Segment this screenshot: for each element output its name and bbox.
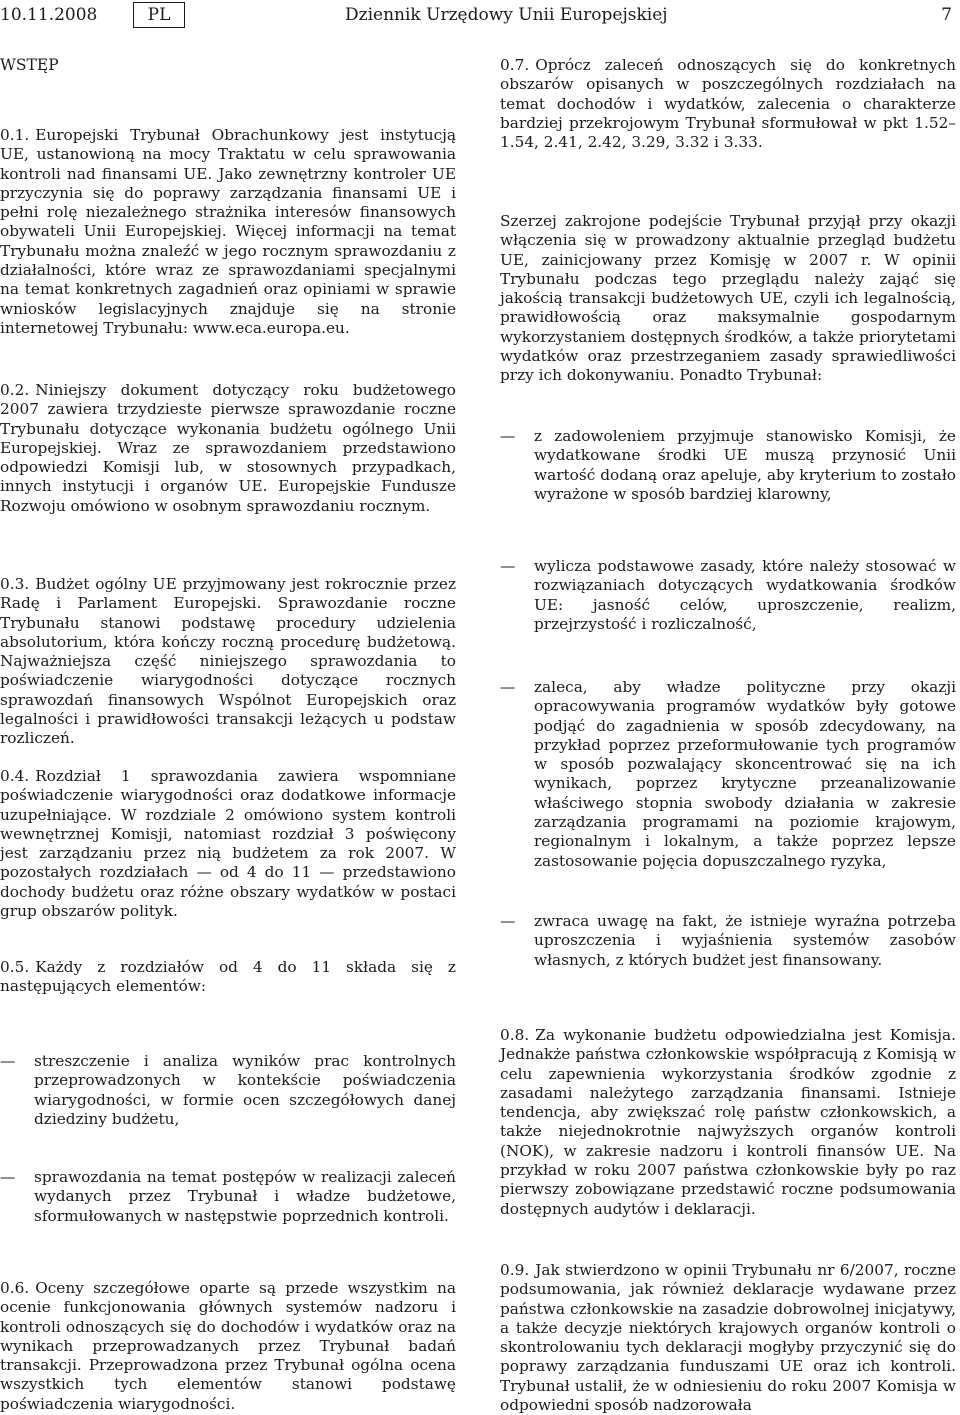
bullet-dash: — xyxy=(0,1168,16,1186)
paragraph-number: 0.1. xyxy=(0,126,30,144)
paragraph-text: Rozdział 1 sprawozdania zawiera wspomniane poświadczenie wiarygodności oraz dodatkowe informacje uzupełniające. W rozdziale 2 omówiono system kontroli wewnętrznej Komisji, natomiast rozdział 3 poświęcony jest zarządzaniu przez nią budżetem za rok 2007. W pozostałych rozdziałach — od 4 do 11 — przedstawiono dochody budżetu oraz różne obszary wydatków w postaci grup obszarów polityk. xyxy=(0,767,456,921)
section-heading: WSTĘP xyxy=(0,56,59,74)
paragraph-text: Jak stwierdzono w opinii Trybunału nr 6/2007, roczne podsumowania, jak również deklaracje wydawane przez państwa członkowskie na zasadzie dobrowolnej inicjatywy, a także decyzje niektórych krajowych organów kontroli o skontrolowaniu tych deklaracji mogłyby przyczynić się do poprawy zarządzania funduszami UE oraz ich kontroli. Trybunał ustalił, że w odniesieniu do roku 2007 Komisja w odpowiedni sposób nadzorowała xyxy=(500,1261,956,1415)
paragraph-number: 0.9. xyxy=(500,1261,530,1279)
bullet-text: zaleca, aby władze polityczne przy okazji opracowywania programów wydatków były gotowe podjąć do zagadnienia w sposób zdecydowany, na przykład poprzez przeformułowanie tych programów w sposób pozwalający skoncentrować się na ich wynikach, poprzez krytyczne przeanalizowanie właściwego stopnia swobody działania w zakresie zarządzania programami na poziomie krajowym, regionalnym i lokalnym, a także poprzez lepsze zastosowanie pojęcia dopuszczalnego ryzyka, xyxy=(534,678,956,870)
paragraph-text: Oprócz zaleceń odnoszących się do konkretnych obszarów opisanych w poszczególnych rozdziałach na temat dochodów i wydatków, zalecenia o charakterze bardziej przekrojowym Trybunał sformułował w pkt 1.52–1.54, 2.41, 2.42, 3.29, 3.32 i 3.33. xyxy=(500,56,956,152)
publication-date: 10.11.2008 xyxy=(0,5,98,25)
paragraph-number: 0.4. xyxy=(0,767,30,785)
paragraph-0-5 xyxy=(0,958,456,997)
paragraph-text: Szerzej zakrojone podejście Trybunał przyjął przy okazji włączenia się w prowadzony aktualnie przegląd budżetu UE, zainicjowany przez Komisję w 2007 r. W opinii Trybunału podczas tego przeglądu należy zająć się jakością transakcji budżetowych UE, czyli ich legalnością, prawidłowością oraz maksymalnie gospodarnym wykorzystaniem dostępnych środków, a także priorytetami wydatków oraz przestrzeganiem zasady sprawiedliwości przy ich dokonywaniu. Ponadto Trybunał: xyxy=(500,212,956,385)
paragraph-0-1 xyxy=(0,126,456,338)
paragraph-0-7 xyxy=(500,56,956,152)
bullet-text: z zadowoleniem przyjmuje stanowisko Komisji, że wydatkowane środki UE muszą przynosić Unii wartość dodaną oraz apeluje, aby kryterium to zostało wyrażone w sposób bardziej klarowny, xyxy=(534,427,956,503)
paragraph-number: 0.2. xyxy=(0,381,30,399)
paragraph-number: 0.3. xyxy=(0,575,30,593)
language-box: PL xyxy=(133,2,185,28)
page-header xyxy=(0,0,960,36)
bullet-text: streszczenie i analiza wyników prac kontrolnych przeprowadzonych w kontekście poświadczenia wiarygodności, w formie ocen szczegółowych danej dziedziny budżetu, xyxy=(34,1052,456,1128)
page-number: 7 xyxy=(941,5,952,25)
bullet-text: zwraca uwagę na fakt, że istnieje wyraźna potrzeba uproszczenia i wyjaśnienia systemów zasobów własnych, z których budżet jest finansowany. xyxy=(534,912,956,969)
paragraph-text: Za wykonanie budżetu odpowiedzialna jest Komisja. Jednakże państwa członkowskie współpracują z Komisją w celu zapewnienia wykorzystania środków zgodnie z zasadami należytego zarządzania finansami. Istnieje tendencja, aby zwiększać rolę państw członkowskich, a także niejednokrotnie najwyższych organów kontroli (NOK), w zakresie nadzoru i kontroli finansów UE. Na przykład w roku 2007 państwa członkowskie były po raz pierwszy zobowiązane przedstawić roczne podsumowania dostępnych audytów i deklaracji. xyxy=(500,1026,956,1218)
paragraph-number: 0.7. xyxy=(500,56,530,74)
paragraph-text: Budżet ogólny UE przyjmowany jest rokrocznie przez Radę i Parlament Europejski. Sprawozdanie roczne Trybunału stanowi podstawę procedury udzielenia absolutorium, która kończy roczną procedurę budżetową. Najważniejsza część niniejszego sprawozdania to poświadczenie wiarygodności dotyczące rocznych sprawozdań finansowych Wspólnot Europejskich oraz legalności i prawidłowości transakcji leżących u podstaw rozliczeń. xyxy=(0,575,456,748)
bullet-dash: — xyxy=(500,427,516,445)
paragraph-0-9 xyxy=(500,1261,956,1415)
paragraph-text: Europejski Trybunał Obrachunkowy jest instytucją UE, ustanowioną na mocy Traktatu w celu sprawowania kontroli nad finansami UE. Jako zewnętrzny kontroler UE przyczynia się do poprawy zarządzania finansami UE i pełni rolę niezależnego strażnika interesów finansowych obywateli Unii Europejskiej. Więcej informacji na temat Trybunału można znaleźć w jego rocznym sprawozdaniu z działalności, które wraz ze sprawozdaniami specjalnymi na temat konkretnych zagadnień oraz opiniami w sprawie wniosków legislacyjnych znajduje się na stronie internetowej Trybunału: www.eca.europa.eu. xyxy=(0,126,456,337)
paragraph-0-4 xyxy=(0,767,456,921)
paragraph-number: 0.8. xyxy=(500,1026,530,1044)
paragraph-text: Każdy z rozdziałów od 4 do 11 składa się z następujących elementów: xyxy=(0,958,456,996)
paragraph-0-3 xyxy=(0,575,456,749)
paragraph-0-8 xyxy=(500,1026,956,1219)
bullet-text: wylicza podstawowe zasady, które należy stosować w rozwiązaniach dotyczących wydatkowania środków UE: jasność celów, uproszczenie, realizm, przejrzystość i rozliczalność, xyxy=(534,557,956,633)
paragraph-0-2 xyxy=(0,381,456,516)
paragraph-0-7-continued xyxy=(500,212,956,386)
paragraph-number: 0.6. xyxy=(0,1279,30,1297)
journal-title: Dziennik Urzędowy Unii Europejskiej xyxy=(345,5,668,25)
paragraph-0-6 xyxy=(0,1279,456,1414)
bullet-dash: — xyxy=(500,678,516,696)
bullet-dash: — xyxy=(500,912,516,930)
bullet-dash: — xyxy=(500,557,516,575)
bullet-dash: — xyxy=(0,1052,16,1070)
paragraph-text: Niniejszy dokument dotyczący roku budżetowego 2007 zawiera trzydzieste pierwsze sprawozdanie roczne Trybunału dotyczące wykonania budżetu ogólnego Unii Europejskiej. Wraz ze sprawozdaniem przedstawiono odpowiedzi Komisji lub, w stosownych przypadkach, innych instytucji i organów UE. Europejskie Fundusze Rozwoju omówiono w osobnym sprawozdaniu rocznym. xyxy=(0,381,456,515)
paragraph-text: Oceny szczegółowe oparte są przede wszystkim na ocenie funkcjonowania głównych systemów nadzoru i kontroli odnoszących się do dochodów i wydatków oraz na wynikach przeprowadzanych przez Trybunał badań transakcji. Przeprowadzona przez Trybunał ogólna ocena wszystkich tych elementów stanowi podstawę poświadczenia wiarygodności. xyxy=(0,1279,456,1413)
paragraph-number: 0.5. xyxy=(0,958,30,976)
bullet-text: sprawozdania na temat postępów w realizacji zaleceń wydanych przez Trybunał i władze budżetowe, sformułowanych w następstwie poprzednich kontroli. xyxy=(34,1168,456,1225)
